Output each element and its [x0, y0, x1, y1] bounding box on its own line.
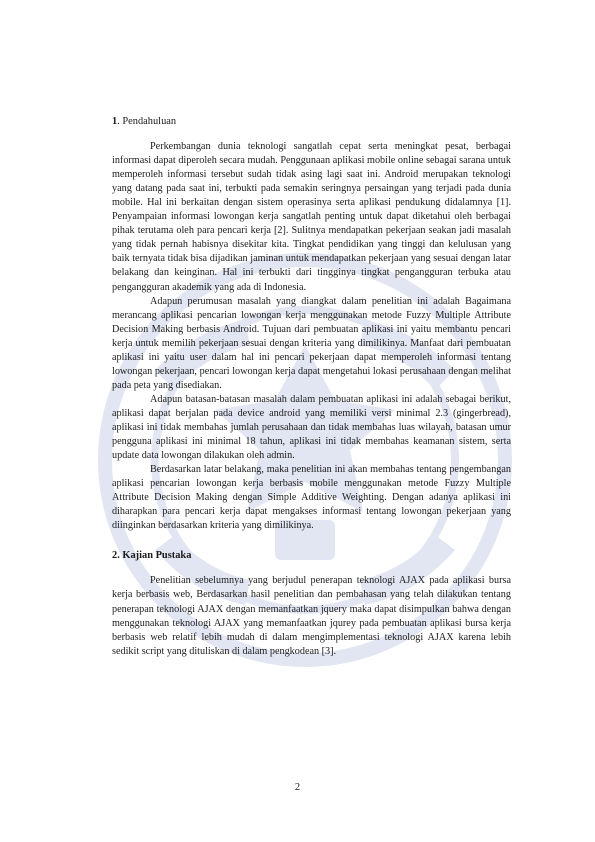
paragraph: Penelitian sebelumnya yang berjudul penerapan teknologi AJAX pada aplikasi bursa kerja berbasis web, Berdasarkan hasil penelitian dan pembahasan yang telah dilakukan tentang penerapan teknologi AJAX dengan memanfaatkan jquery maka dapat disimpulkan bahwa dengan menggunakan teknologi AJAX yang memanfaatkan jqurey pada pembuatan aplikasi bursa kerja berbasis web relatif lebih mudah di dalam mengimplementasi teknologi AJAX karena lebih sedikit script yang dituliskan di dalam pengkodean [3]. [112, 575, 511, 657]
paragraph: Berdasarkan latar belakang, maka penelitian ini akan membahas tentang pengembangan aplikasi pencarian lowongan kerja berbasis mobile menggunakan metode Fuzzy Multiple Attribute Decision Making dengan Simple Additive Weighting. Dengan adanya aplikasi ini diharapkan para pencari kerja dapat mengakses informasi tentang lowongan pekerjaan yang diinginkan berdasarkan kriteria yang dimilikinya. [112, 464, 511, 532]
spacer [112, 533, 511, 549]
section-heading-kajian-pustaka: 2. Kajian Pustaka [112, 550, 192, 562]
section-number: 1 [112, 116, 118, 127]
document-body [112, 115, 511, 659]
page-number: 2 [294, 782, 301, 793]
section-title: . Pendahuluan [117, 116, 177, 127]
paragraph: Adapun perumusan masalah yang diangkat dalam penelitian ini adalah Bagaimana merancang aplikasi pencarian lowongan kerja menggunakan metode Fuzzy Multiple Attribute Decision Making berbasis Android. Tujuan dari pembuatan aplikasi ini yaitu membantu pencari kerja untuk memilih pekerjaan sesuai dengan kriteria yang dimilikinya. Manfaat dari pembuatan aplikasi ini yaitu user dalam hal ini pencari pekerjaan dapat memperoleh informasi tentang lowongan pekerjaan, pencari lowongan kerja dapat mengetahui lokasi perusahaan dengan melihat pada peta yang disediakan. [112, 295, 511, 391]
paragraph: Perkembangan dunia teknologi sangatlah cepat serta meningkat pesat, berbagai informasi dapat diperoleh secara mudah. Penggunaan aplikasi mobile online sebagai sarana untuk memperoleh informasi tersebut sudah tidak asing lagi saat ini. Android merupakan teknologi yang datang pada saat ini, terbukti pada semakin seringnya persaingan yang terjadi pada dunia mobile. Hal ini berkaitan dengan sistem operasinya serta aplikasi pendukung didalamnya [1]. Penyampaian informasi lowongan kerja sangatlah penting untuk dapat diketahui oleh berbagai pihak terutama oleh para pencari kerja [2]. Sulitnya mendapatkan pekerjaan seakan jadi masalah yang tidak pernah habisnya disekitar kita. Tingkat pendidikan yang tinggi dan kelulusan yang baik ternyata tidak bisa dijadikan jaminan untuk mendapatkan pekerjaan yang sesuai dengan latar belakang dan keinginan. Hal ini terbukti dari tingginya tingkat pengangguran terbuka atau pengangguran akademik yang ada di Indonesia. [112, 141, 511, 293]
paragraph: Adapun batasan-batasan masalah dalam pembuatan aplikasi ini adalah sebagai berikut, aplikasi dapat berjalan pada device android yang memiliki versi minimal 2.3 (gingerbread), aplikasi ini tidak membahas jumlah perusahaan dan tidak membahas luas wilayah, batasan umur pengguna aplikasi ini minimal 18 tahun, aplikasi ini tidak membahas keamanan sistem, serta update data lowongan dilakukan oleh admin. [112, 393, 511, 462]
section-heading-pendahuluan [112, 115, 511, 129]
